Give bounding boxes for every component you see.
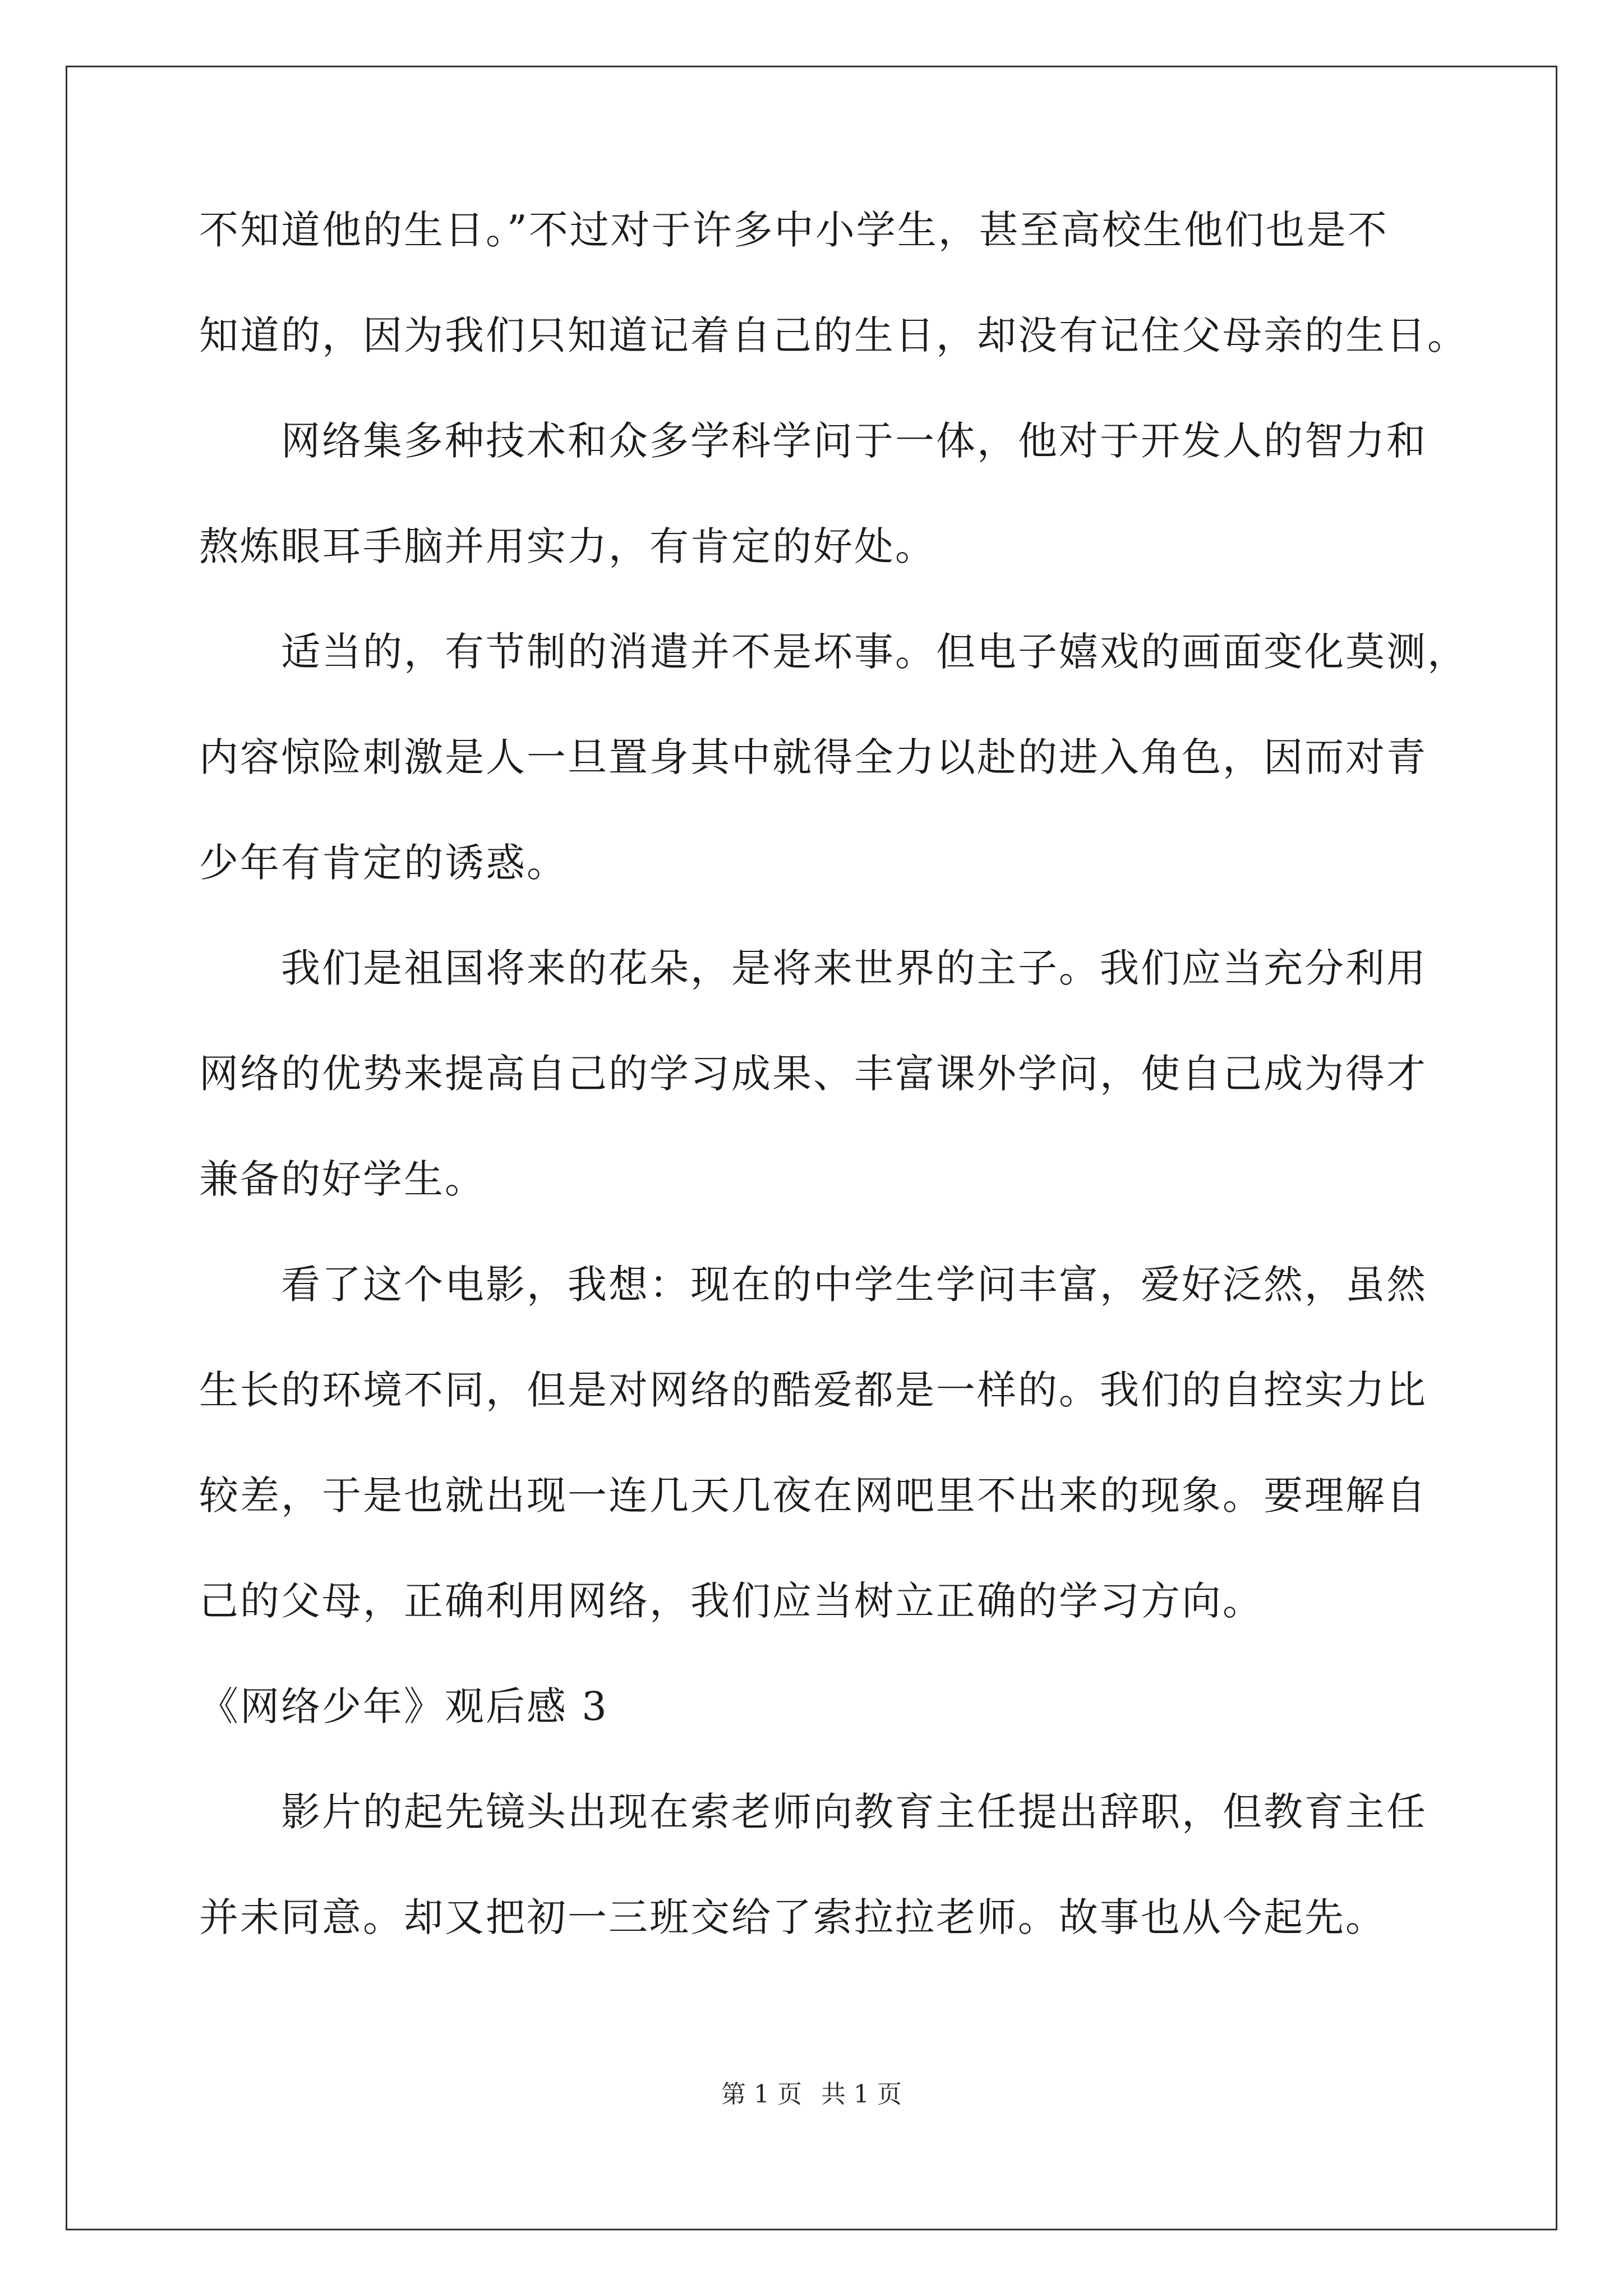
page-footer: [0, 2082, 1623, 2107]
text-line: 生长的环境不同，但是对网络的酷爱都是一样的。我们的自控实力比: [199, 1367, 1427, 1413]
text-line: 熬炼眼耳手脑并用实力，有肯定的好处。: [199, 523, 936, 569]
text-line: 内容惊险刺激是人一旦置身其中就得全力以赴的进入角色，因而对青: [199, 734, 1427, 780]
paragraph-start: 适当的，有节制的消遣并不是坏事。但电子嬉戏的画面变化莫测，: [281, 629, 1468, 675]
section-heading: 《网络少年》观后感 3: [199, 1683, 608, 1729]
paragraph-start: 网络集多种技术和众多学科学问于一体，他对于开发人的智力和: [281, 418, 1427, 464]
paragraph-start: 看了这个电影，我想：现在的中学生学问丰富，爱好泛然，虽然: [281, 1262, 1427, 1308]
text-line: 己的父母，正确利用网络，我们应当树立正确的学习方向。: [199, 1578, 1264, 1624]
text-line: 不知道他的生日。”不过对于许多中小学生，甚至高校生他们也是不: [199, 207, 1389, 253]
text-line: 少年有肯定的诱惑。: [199, 840, 568, 886]
text-line: 较差，于是也就出现一连几天几夜在网吧里不出来的现象。要理解自: [199, 1473, 1427, 1519]
page-total: 共 1 页: [821, 2080, 902, 2109]
text-line: 并未同意。却又把初一三班交给了索拉拉老师。故事也从今起先。: [199, 1894, 1386, 1940]
paragraph-start: 我们是祖国将来的花朵，是将来世界的主子。我们应当充分利用: [281, 945, 1427, 991]
page-number: 第 1 页: [721, 2080, 802, 2109]
text-line: 网络的优势来提高自己的学习成果、丰富课外学问，使自己成为得才: [199, 1051, 1427, 1097]
text-line: 知道的，因为我们只知道记着自己的生日，却没有记住父母亲的生日。: [199, 312, 1468, 358]
document-body: [199, 207, 1468, 2003]
text-line: 兼备的好学生。: [199, 1156, 486, 1202]
paragraph-start: 影片的起先镜头出现在索老师向教育主任提出辞职，但教育主任: [281, 1789, 1427, 1835]
